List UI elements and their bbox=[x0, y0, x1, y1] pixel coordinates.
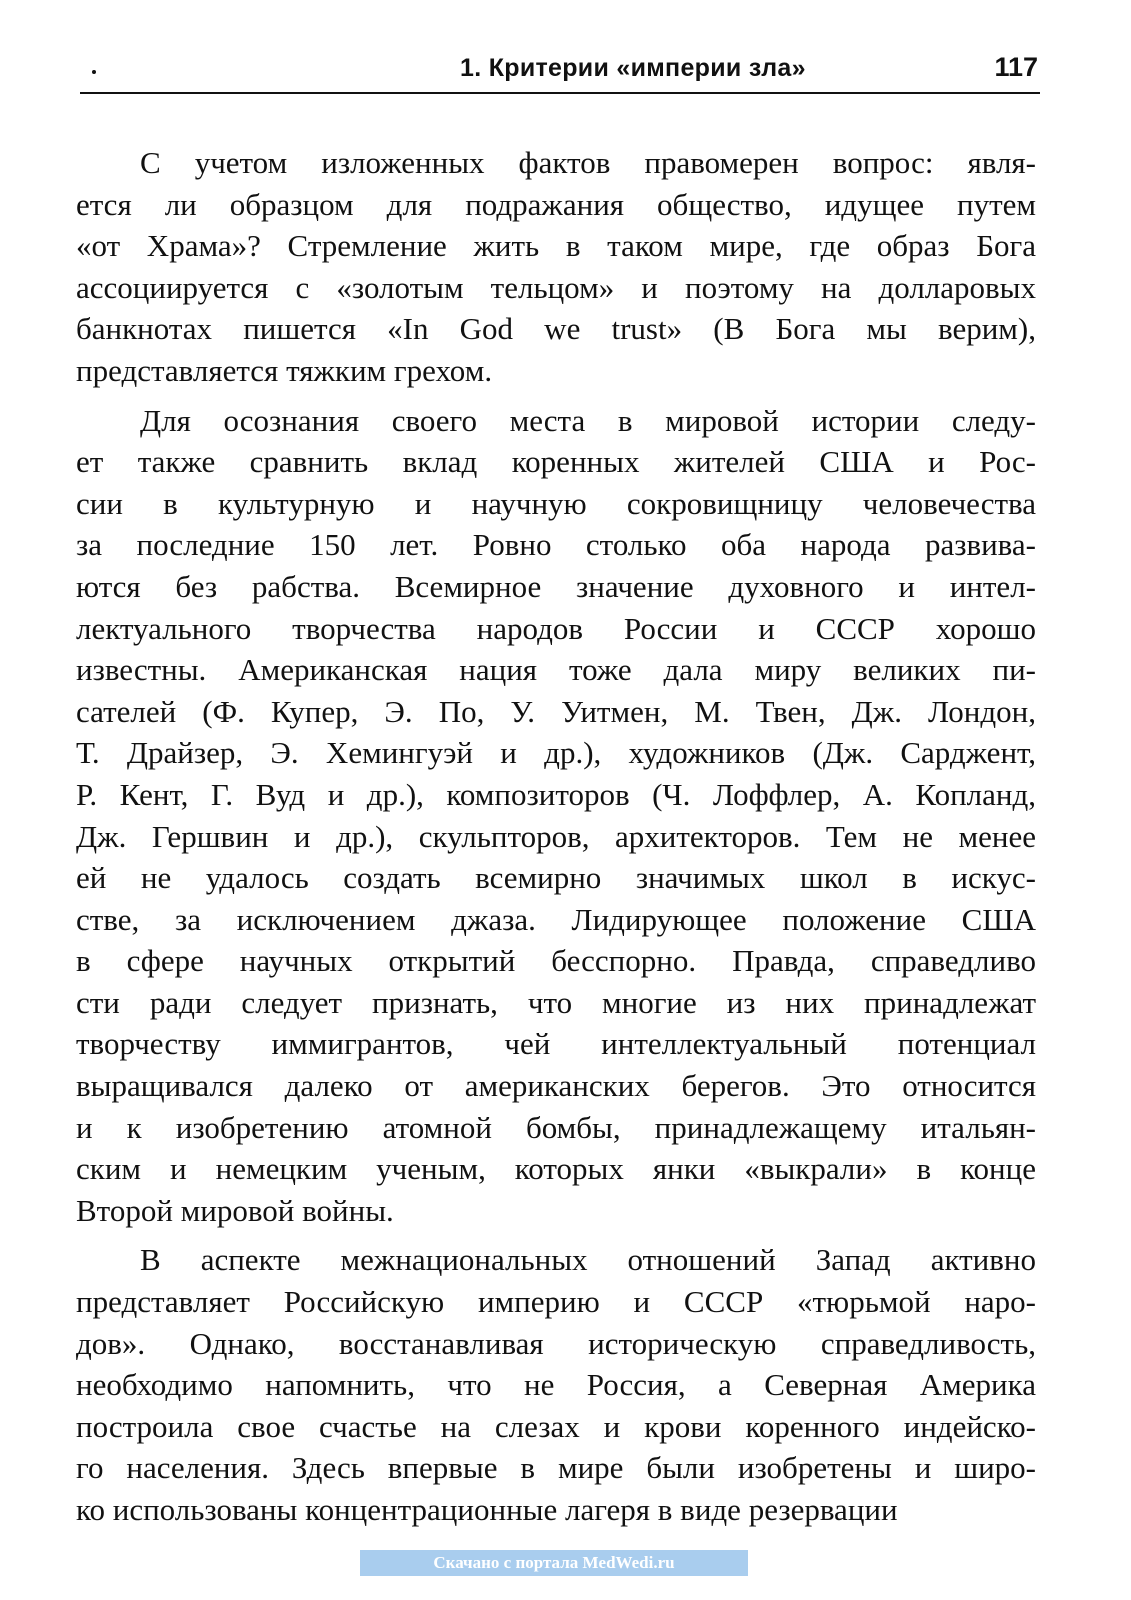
text-line: сии в культурную и научную сокровищницу человечества bbox=[76, 485, 1036, 521]
text-line: Р. Кент, Г. Вуд и др.), композиторов (Ч. Лоффлер, А. Копланд, bbox=[76, 776, 1036, 812]
text-line: стве, за исключением джаза. Лидирующее положение США bbox=[76, 901, 1036, 937]
text-line: Дж. Гершвин и др.), скульпторов, архитекторов. Тем не менее bbox=[76, 818, 1036, 854]
text-line: банкнотах пишется «In God we trust» (В Бога мы верим), bbox=[76, 311, 1036, 347]
text-line: построила свое счастье на слезах и крови коренного индейско- bbox=[76, 1408, 1036, 1444]
text-line: сти ради следует признать, что многие из них принадлежат bbox=[76, 984, 1036, 1020]
text-line: и к изобретению атомной бомбы, принадлежащему итальян- bbox=[76, 1109, 1036, 1145]
text-line: в сфере научных открытий бесспорно. Правда, справедливо bbox=[76, 943, 1036, 979]
text-line: го населения. Здесь впервые в мире были изобретены и широ- bbox=[76, 1450, 1036, 1486]
text-line: С учетом изложенных фактов правомерен вопрос: явля- bbox=[140, 145, 1036, 180]
text-line: ется ли образцом для подражания общество, идущее путем bbox=[76, 186, 1036, 222]
text-line: выращивался далеко от американских берегов. Это относится bbox=[76, 1068, 1036, 1104]
running-title: 1. Критерии «империи зла» bbox=[460, 54, 806, 82]
text-line: ко использованы концентрационные лагеря в виде резервации bbox=[76, 1492, 898, 1527]
text-line: за последние 150 лет. Ровно столько оба народа развива- bbox=[76, 527, 1036, 563]
text-line: необходимо напомнить, что не Россия, а Северная Америка bbox=[76, 1367, 1036, 1403]
text-line: сателей (Ф. Купер, Э. По, У. Уитмен, М. Твен, Дж. Лондон, bbox=[76, 693, 1036, 729]
text-line: известны. Американская нация тоже дала миру великих пи- bbox=[76, 652, 1036, 688]
text-line: ским и немецким ученым, которых янки «выкрали» в конце bbox=[76, 1151, 1036, 1187]
text-line: В аспекте межнациональных отношений Запад активно bbox=[140, 1242, 1036, 1278]
text-line: «от Храма»? Стремление жить в таком мире, где образ Бога bbox=[76, 228, 1036, 264]
text-line: ются без рабства. Всемирное значение духовного и интел- bbox=[76, 568, 1036, 604]
header-dot bbox=[92, 70, 96, 74]
watermark-banner: Скачано с портала MedWedi.ru bbox=[360, 1550, 748, 1576]
page-number: 117 bbox=[994, 52, 1038, 82]
text-line: Второй мировой войны. bbox=[76, 1192, 394, 1228]
body-text bbox=[76, 142, 1036, 1531]
text-line: ей не удалось создать всемирно значимых школ в искус- bbox=[76, 860, 1036, 896]
paragraph-gap bbox=[76, 1231, 1036, 1239]
text-line: Для осознания своего места в мировой истории следу- bbox=[140, 402, 1036, 438]
text-line: ассоциируется с «золотым тельцом» и поэтому на долларовых bbox=[76, 269, 1036, 305]
text-line: представляется тяжким грехом. bbox=[76, 352, 493, 388]
paragraph bbox=[76, 142, 1036, 392]
text-line: представляет Российскую империю и СССР «тюрьмой наро- bbox=[76, 1284, 1036, 1320]
text-line: ет также сравнить вклад коренных жителей США и Рос- bbox=[76, 444, 1036, 480]
text-line: лектуального творчества народов России и СССР хорошо bbox=[76, 610, 1036, 646]
paragraph-gap bbox=[76, 392, 1036, 400]
text-line: творчеству иммигрантов, чей интеллектуальный потенциал bbox=[76, 1026, 1036, 1062]
running-header bbox=[80, 48, 1040, 94]
text-line: Т. Драйзер, Э. Хемингуэй и др.), художников (Дж. Сарджент, bbox=[76, 735, 1036, 771]
text-line: дов». Однако, восстанавливая историческую справедливость, bbox=[76, 1325, 1036, 1361]
paragraph bbox=[76, 1239, 1036, 1530]
paragraph bbox=[76, 400, 1036, 1232]
